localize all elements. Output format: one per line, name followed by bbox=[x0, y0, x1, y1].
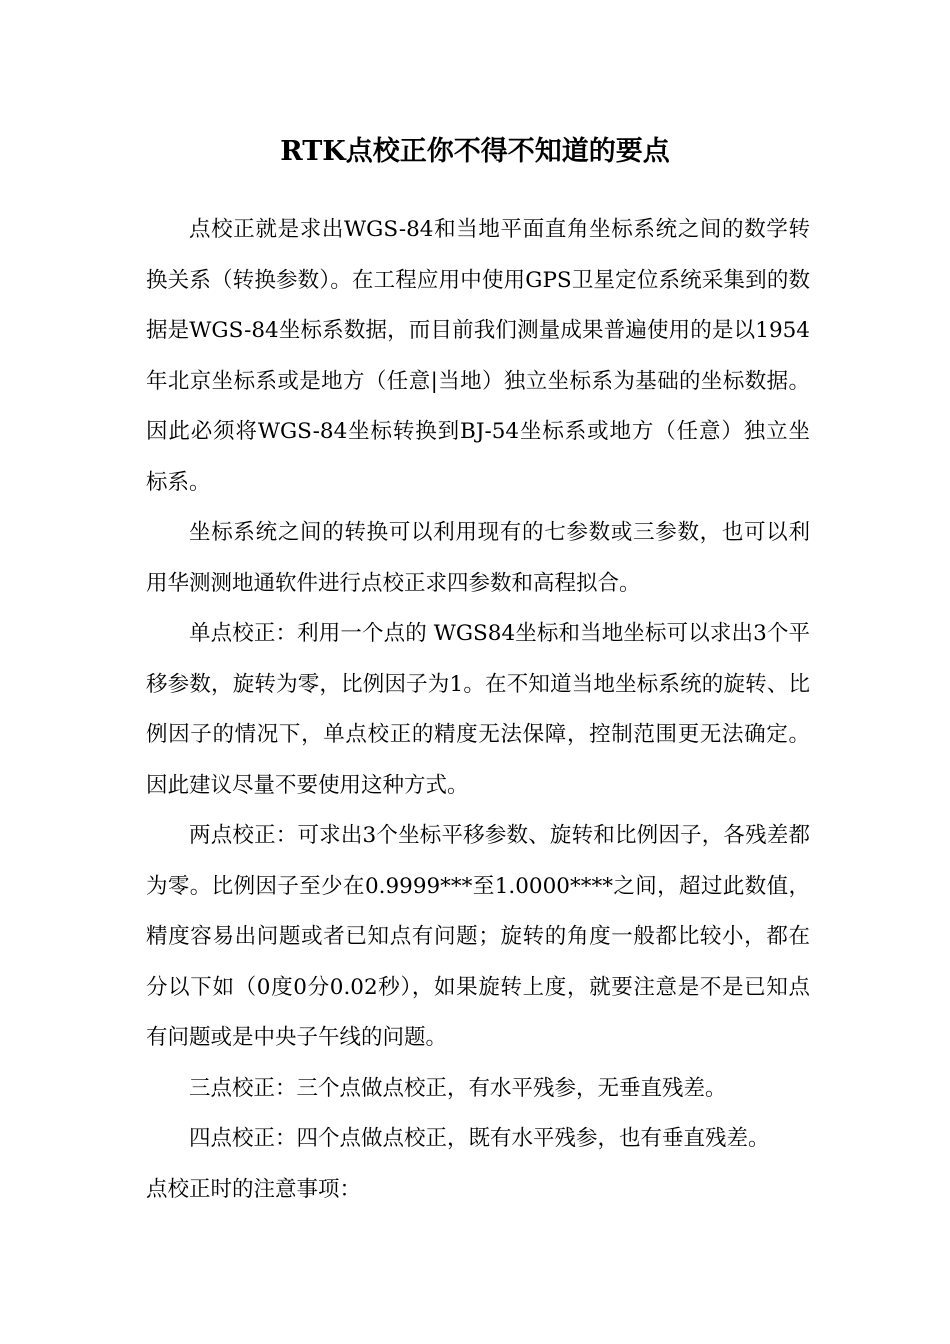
paragraph-intro: 点校正就是求出WGS-84和当地平面直角坐标系统之间的数学转换关系（转换参数）。在工程应用中使用GPS卫星定位系统采集到的数据是WGS-84坐标系数据，而目前我们测量成果普遍使用的是以1954年北京坐标系或是地方（任意|当地）独立坐标系为基础的坐标数据。因此必须将WGS-84坐标转换到BJ-54坐标系或地方（任意）独立坐标系。 bbox=[146, 217, 810, 495]
paragraph-conversion-methods: 坐标系统之间的转换可以利用现有的七参数或三参数，也可以利用华测测地通软件进行点校正求四参数和高程拟合。 bbox=[146, 520, 810, 596]
section-heading-notes: 点校正时的注意事项： bbox=[146, 1176, 362, 1202]
paragraph-two-point: 两点校正：可求出3个坐标平移参数、旋转和比例因子，各残差都为零。比例因子至少在0.9999***至1.0000****之间，超过此数值，精度容易出问题或者已知点有问题；旋转的角度一般都比较小，都在分以下如（0度0分0.02秒），如果旋转上度，就要注意是不是已知点有问题或是中央子午线的问题。 bbox=[146, 823, 810, 1050]
paragraph-single-point: 单点校正：利用一个点的 WGS84坐标和当地坐标可以求出3个平移参数，旋转为零，比例因子为1。在不知道当地坐标系统的旋转、比例因子的情况下，单点校正的精度无法保障，控制范围更无法确定。因此建议尽量不要使用这种方式。 bbox=[146, 621, 810, 798]
paragraph-four-point: 四点校正：四个点做点校正，既有水平残参，也有垂直残差。 bbox=[189, 1126, 770, 1151]
document-title: RTK点校正你不得不知道的要点 bbox=[280, 136, 670, 167]
paragraph-three-point: 三点校正：三个点做点校正，有水平残参，无垂直残差。 bbox=[189, 1075, 727, 1101]
document-body bbox=[146, 205, 810, 1215]
